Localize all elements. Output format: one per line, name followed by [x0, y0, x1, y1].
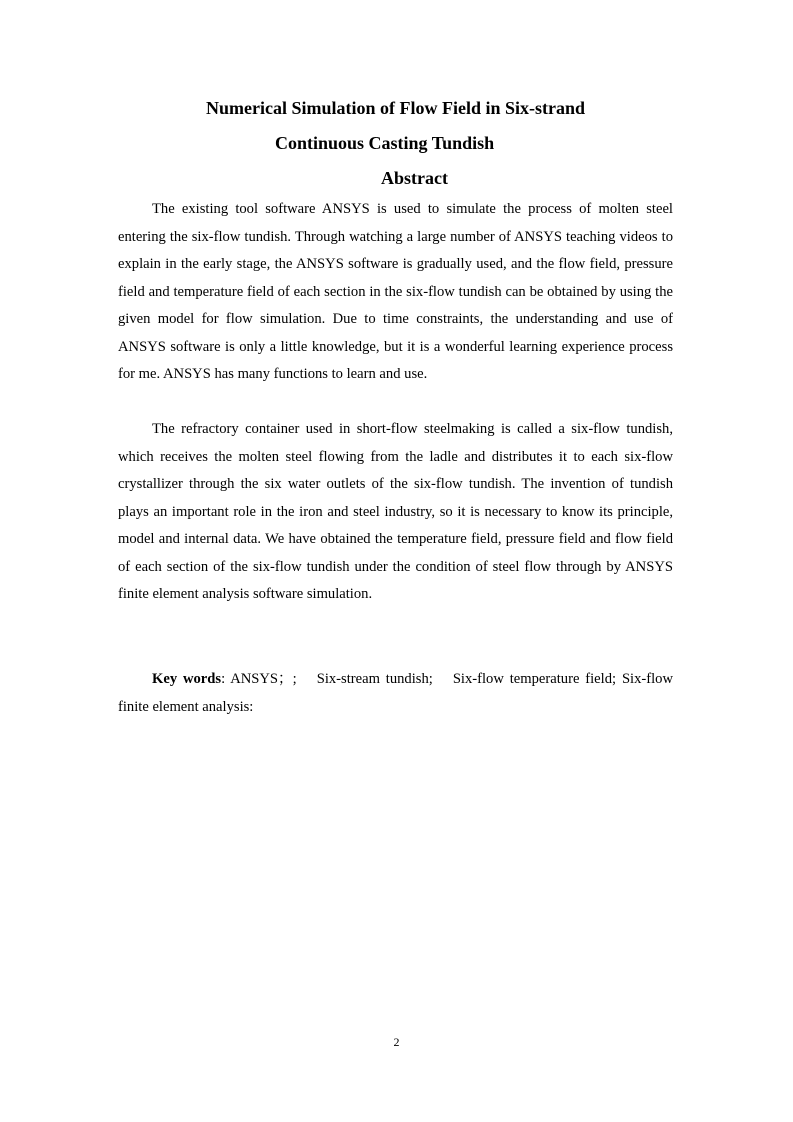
keyword-item: ANSYS；; [230, 671, 297, 687]
abstract-paragraph-1: The existing tool software ANSYS is used to simulate the process of molten steel entering the six-flow tundish. Through watching a large number of ANSYS teaching videos to explain in the early stage, the ANSYS software is gradually used, and the flow field, pressure field and temperature field of each section in the six-flow tundish can be obtained by using the given model for flow simulation. Due to time constraints, the understanding and use of ANSYS software is only a little knowledge, but it is a wonderful learning experience process for me. ANSYS has many functions to learn and use. [118, 201, 673, 382]
keywords-colon: : [221, 671, 231, 687]
keyword-item: Six-stream tundish; [316, 671, 433, 687]
keyword-item: Six-flow finite element analysis: [118, 671, 674, 715]
page-number: 2 [393, 1035, 400, 1049]
document-title-line-1: Numerical Simulation of Flow Field in Six-strand [206, 98, 586, 118]
abstract-heading: Abstract [381, 168, 448, 188]
abstract-paragraph-2: The refractory container used in short-flow steelmaking is called a six-flow tundish, which receives the molten steel flowing from the ladle and distributes it to each six-flow crystallizer through the six water outlets of the six-flow tundish. The invention of tundish plays an important role in the iron and steel industry, so it is necessary to know its principle, model and internal data. We have obtained the temperature field, pressure field and flow field of each section of the six-flow tundish under the condition of steel flow through by ANSYS finite element analysis software simulation. [118, 421, 673, 602]
keyword-item: Six-flow temperature field; [452, 671, 617, 687]
document-title-line-2: Continuous Casting Tundish [275, 133, 495, 153]
keywords-label: Key words [152, 671, 222, 687]
keywords-section [118, 666, 673, 721]
